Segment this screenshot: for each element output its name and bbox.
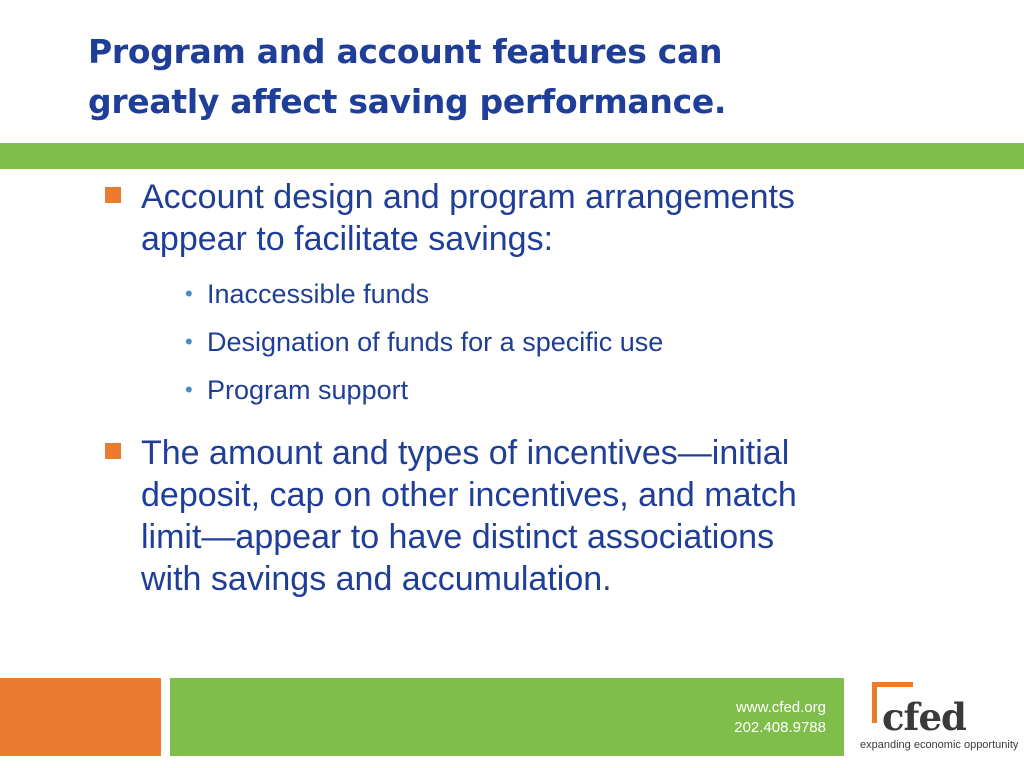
- bullet-line: The amount and types of incentives—initial: [141, 434, 790, 472]
- sub-bullet-label: Program support: [207, 375, 409, 405]
- bullet-line: limit—appear to have distinct associations: [141, 518, 775, 556]
- website-link[interactable]: www.cfed.org: [735, 699, 826, 716]
- title-line: Program and account features can: [88, 32, 723, 71]
- footer-contact: [734, 698, 826, 738]
- footer-orange-block: [0, 678, 161, 756]
- logo-tagline: expanding economic opportunity: [860, 739, 1019, 751]
- bullet-text: [141, 176, 1005, 260]
- bullet-line: appear to facilitate savings:: [141, 220, 554, 258]
- sub-bullet-label: Inaccessible funds: [207, 279, 430, 309]
- sub-bullet-list: [105, 270, 1005, 414]
- slide-title: [88, 27, 968, 127]
- logo-wordmark: cfed: [882, 695, 966, 739]
- bullet-text: [141, 432, 1005, 600]
- sub-bullet-item: [105, 366, 1005, 414]
- footer-green-block: [170, 678, 844, 756]
- bullet-line: deposit, cap on other incentives, and match: [141, 476, 797, 514]
- bullet-line: with savings and accumulation.: [141, 560, 612, 598]
- bullet-line: Account design and program arrangements: [141, 178, 795, 216]
- square-bullet-icon: [105, 187, 121, 203]
- sub-bullet-item: [105, 318, 1005, 366]
- sub-bullet-item: [105, 270, 1005, 318]
- square-bullet-icon: [105, 443, 121, 459]
- title-divider-bar: [0, 143, 1024, 169]
- bullet-account-design: [105, 176, 1005, 260]
- dot-bullet-icon: •: [185, 377, 193, 402]
- dot-bullet-icon: •: [185, 329, 193, 354]
- phone-number: 202.408.9788: [734, 719, 826, 736]
- slide-body: [105, 176, 1005, 606]
- sub-bullet-label: Designation of funds for a specific use: [207, 327, 664, 357]
- dot-bullet-icon: •: [185, 281, 193, 306]
- bullet-incentives: [105, 432, 1005, 600]
- title-line: greatly affect saving performance.: [88, 82, 727, 121]
- cfed-logo: [856, 681, 1019, 759]
